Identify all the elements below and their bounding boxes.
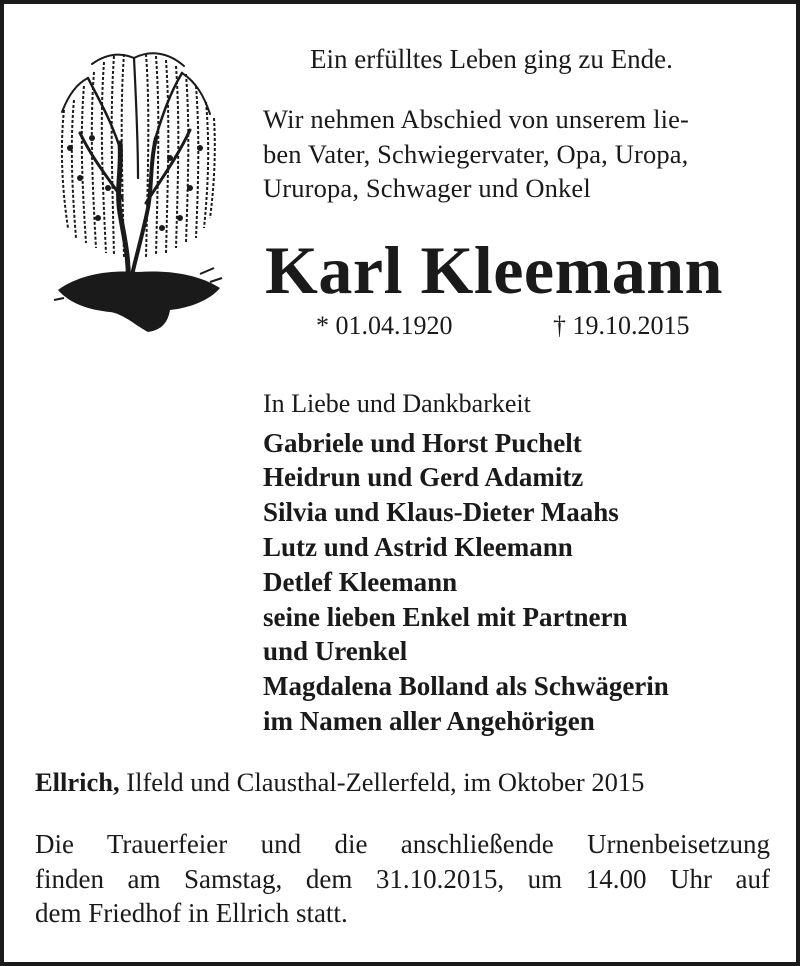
funeral-info-line: Die Trauerfeier und die anschließende Urnenbeisetzung [35, 829, 770, 859]
mourner-line: Heidrun und Gerd Adamitz [263, 462, 584, 492]
place-date-line [35, 765, 644, 799]
farewell-line: Ururopa, Schwager und Onkel [263, 173, 591, 203]
mourner-line: seine lieben Enkel mit Partnern [263, 602, 628, 632]
mourner-line: und Urenkel [263, 636, 408, 666]
death-date: † 19.10.2015 [553, 311, 690, 340]
place-primary: Ellrich, [35, 767, 120, 797]
mourner-line: Magdalena Bolland als Schwägerin [263, 671, 669, 701]
deceased-name: Karl Kleemann [265, 232, 723, 308]
funeral-info-line: finden am Samstag, dem 31.10.2015, um 14.00 Uhr auf [35, 864, 770, 894]
place-rest: Ilfeld und Clausthal-Zellerfeld, im Oktober 2015 [119, 767, 645, 797]
intro-line: Ein erfülltes Leben ging zu Ende. [310, 44, 673, 74]
farewell-line: Wir nehmen Abschied von unserem lie- [263, 104, 690, 134]
weeping-willow-icon [50, 38, 225, 338]
mourner-line: Detlef Kleemann [263, 567, 458, 597]
mourner-line: Silvia und Klaus-Dieter Maahs [263, 497, 619, 527]
love-line: In Liebe und Dankbarkeit [263, 389, 531, 418]
mourner-line: Gabriele und Horst Puchelt [263, 428, 582, 458]
mourner-line: im Namen aller Angehörigen [263, 706, 595, 736]
birth-date: * 01.04.1920 [316, 311, 453, 340]
farewell-line: ben Vater, Schwiegervater, Opa, Uropa, [263, 139, 689, 169]
mourner-line: Lutz und Astrid Kleemann [263, 532, 573, 562]
funeral-info-line: dem Friedhof in Ellrich statt. [35, 898, 348, 928]
